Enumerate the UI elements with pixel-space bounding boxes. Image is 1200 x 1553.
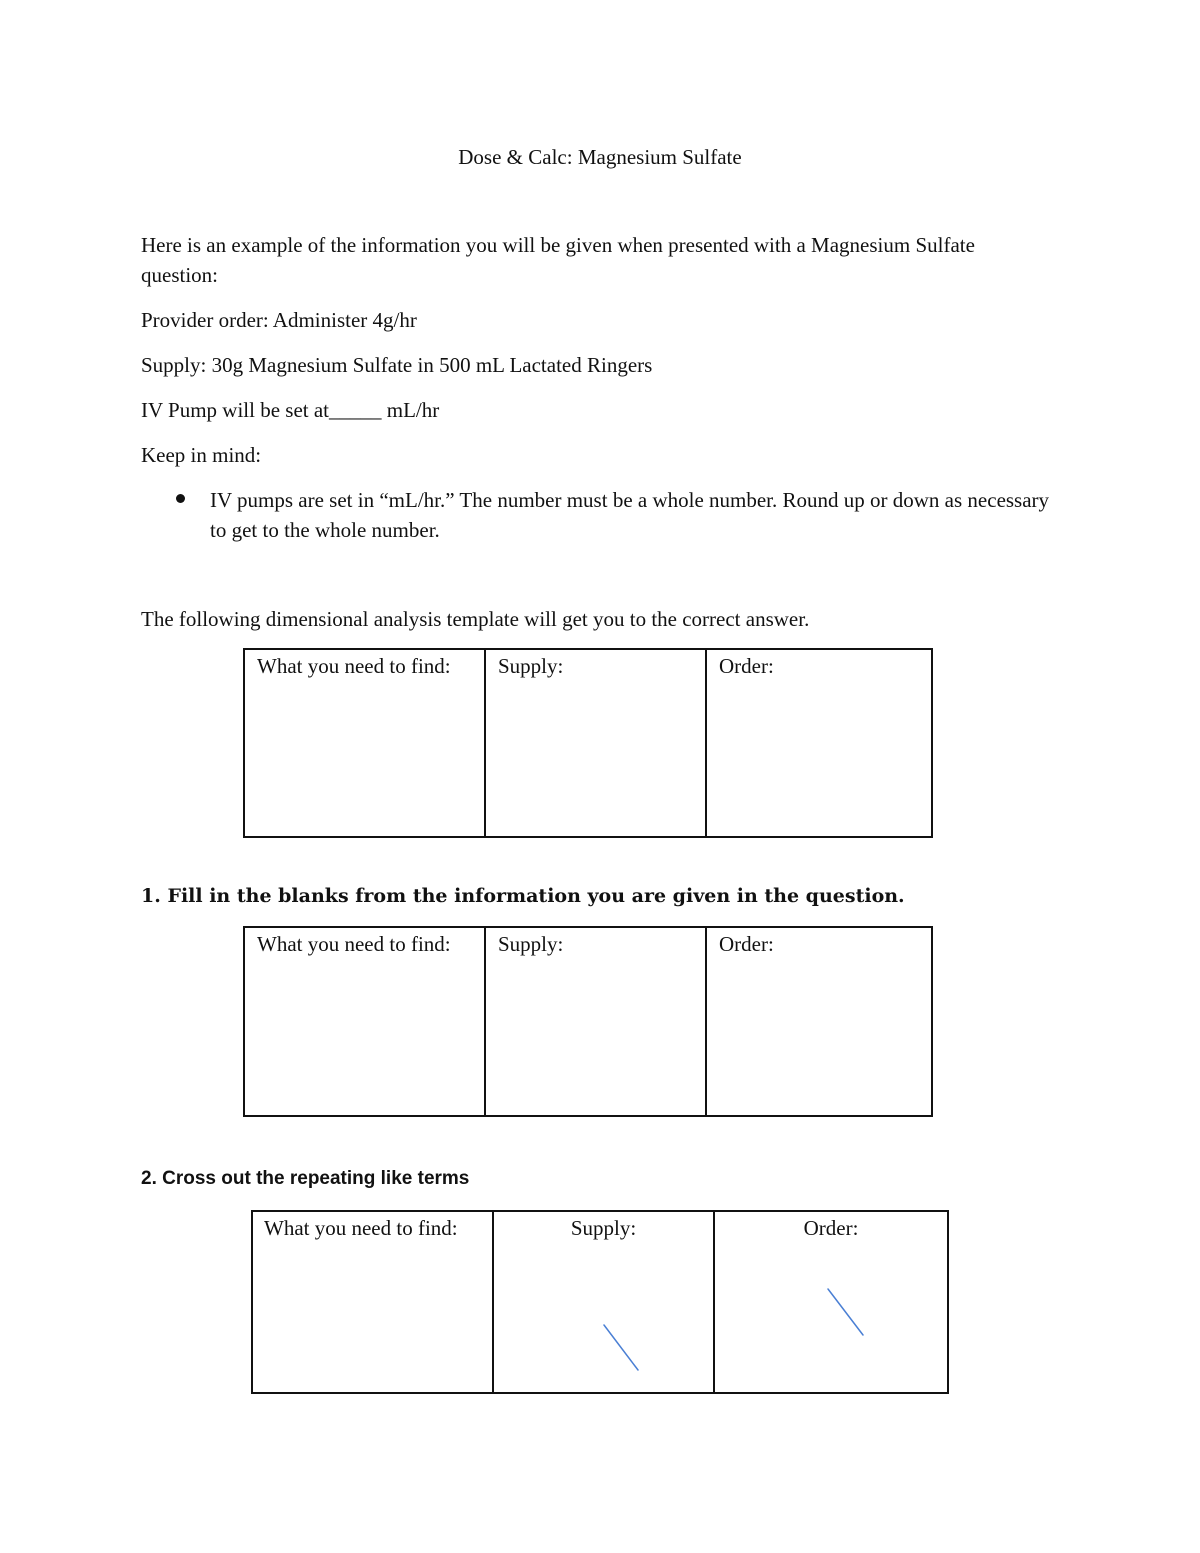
step1-heading: 1. Fill in the blanks from the information you are given in the question.: [141, 885, 905, 907]
order-cell: Order:: [705, 928, 931, 1115]
iv-pump-suffix: mL/hr: [381, 398, 440, 422]
bullet-item: IV pumps are set in “mL/hr.” The number must be a whole number. Round up or down as necessary to get to the whole number.: [210, 488, 1050, 542]
page-title: Dose & Calc: Magnesium Sulfate: [458, 145, 742, 169]
order-cell: Order:: [705, 650, 931, 836]
need-cell: What you need to find:: [264, 1216, 458, 1240]
supply-cell: Supply:: [484, 650, 705, 836]
supply-cell: Supply:: [492, 1212, 713, 1392]
provider-order: Provider order: Administer 4g/hr: [141, 308, 417, 332]
cross-out-mark-supply: [598, 1320, 644, 1376]
iv-pump-line: [141, 395, 1041, 425]
step2-heading: 2. Cross out the repeating like terms: [141, 1168, 470, 1189]
need-cell: What you need to find:: [257, 654, 451, 678]
intro-paragraph: Here is an example of the information you will be given when presented with a Magnesium Sulfate question:: [141, 233, 975, 287]
need-cell: What you need to find:: [257, 932, 451, 956]
cross-out-mark-order: [822, 1284, 868, 1340]
template-table: [243, 648, 933, 838]
iv-pump-blank: _____: [329, 398, 382, 422]
supply-cell: Supply:: [484, 928, 705, 1115]
order-cell: Order:: [713, 1212, 947, 1392]
bullet-icon: [176, 494, 185, 503]
supply-line: Supply: 30g Magnesium Sulfate in 500 mL Lactated Ringers: [141, 353, 653, 377]
template-intro: The following dimensional analysis template will get you to the correct answer.: [141, 607, 810, 631]
iv-pump-prefix: IV Pump will be set at: [141, 398, 330, 422]
keep-in-mind-label: Keep in mind:: [141, 443, 262, 467]
step1-table: [243, 926, 933, 1117]
